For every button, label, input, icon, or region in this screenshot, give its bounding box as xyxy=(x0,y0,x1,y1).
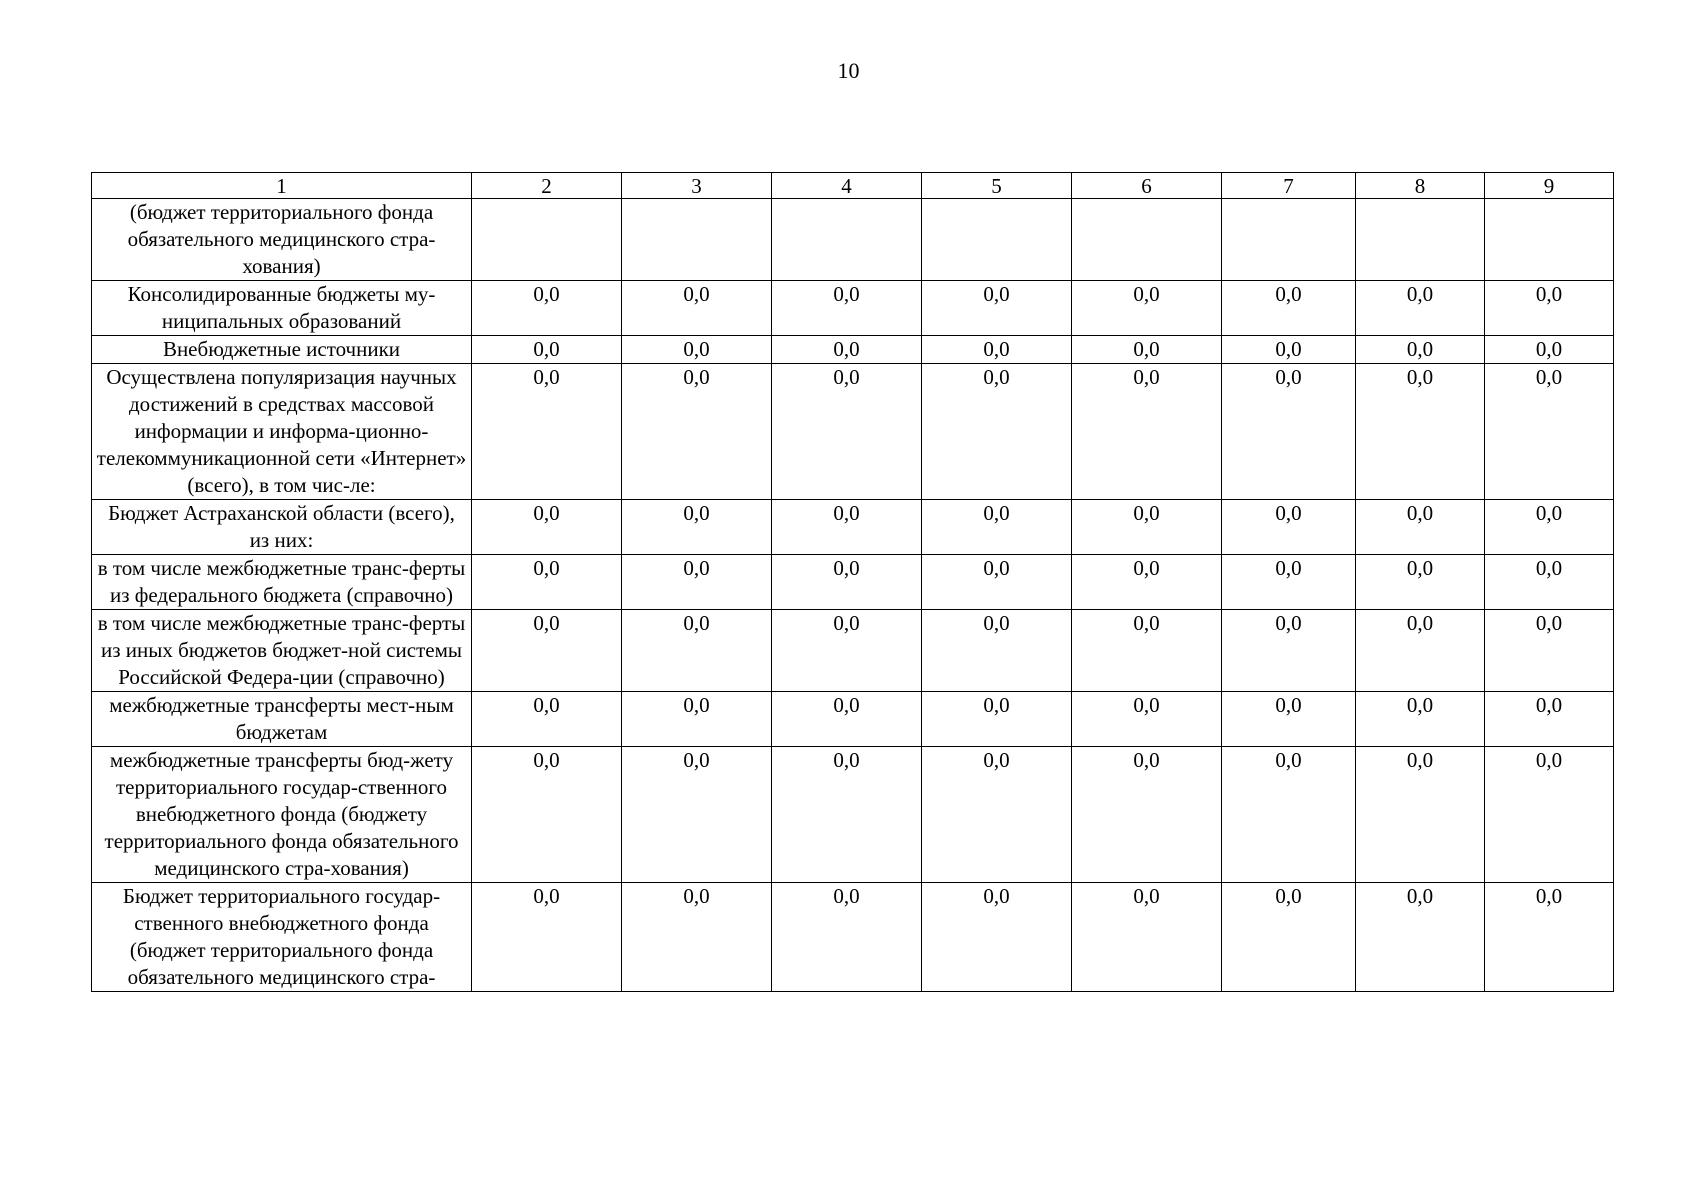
row-label: Внебюджетные источники xyxy=(92,336,472,364)
value-cell: 0,0 xyxy=(1222,883,1356,992)
value-cell: 0,0 xyxy=(922,747,1072,883)
column-header: 9 xyxy=(1485,173,1614,199)
value-cell: 0,0 xyxy=(472,610,622,692)
value-cell: 0,0 xyxy=(1485,610,1614,692)
table-row xyxy=(92,364,1614,500)
value-cell: 0,0 xyxy=(472,883,622,992)
value-cell: 0,0 xyxy=(1356,364,1485,500)
value-cell: 0,0 xyxy=(1356,747,1485,883)
value-cell: 0,0 xyxy=(472,281,622,336)
value-cell: 0,0 xyxy=(1485,883,1614,992)
value-cell: 0,0 xyxy=(622,555,772,610)
value-cell: 0,0 xyxy=(1485,336,1614,364)
value-cell: 0,0 xyxy=(1356,883,1485,992)
value-cell: 0,0 xyxy=(1356,500,1485,555)
row-label: межбюджетные трансферты мест-ным бюджетам xyxy=(92,692,472,747)
column-header: 1 xyxy=(92,173,472,199)
value-cell: 0,0 xyxy=(1485,692,1614,747)
value-cell: 0,0 xyxy=(1222,364,1356,500)
column-header: 8 xyxy=(1356,173,1485,199)
value-cell: 0,0 xyxy=(1485,281,1614,336)
page-number: 10 xyxy=(837,58,860,83)
value-cell: 0,0 xyxy=(772,281,922,336)
value-cell: 0,0 xyxy=(922,336,1072,364)
value-cell: 0,0 xyxy=(922,281,1072,336)
value-cell: 0,0 xyxy=(622,610,772,692)
row-label: Бюджет территориального государ-ственного внебюджетного фонда (бюджет территориального фонда обязательного медицинского стра- xyxy=(92,883,472,992)
table-row xyxy=(92,747,1614,883)
value-cell: 0,0 xyxy=(1222,610,1356,692)
table-row xyxy=(92,555,1614,610)
value-cell: 0,0 xyxy=(772,555,922,610)
value-cell: 0,0 xyxy=(622,364,772,500)
row-label: в том числе межбюджетные транс-ферты из федерального бюджета (справочно) xyxy=(92,555,472,610)
value-cell: 0,0 xyxy=(1222,692,1356,747)
value-cell: 0,0 xyxy=(1222,281,1356,336)
value-cell xyxy=(472,199,622,281)
row-label: (бюджет территориального фонда обязательного медицинского стра-хования) xyxy=(92,199,472,281)
column-header: 3 xyxy=(622,173,772,199)
row-label: Консолидированные бюджеты му-ниципальных образований xyxy=(92,281,472,336)
row-label: Осуществлена популяризация научных достижений в средствах массовой информации и информа-ционно-телекоммуникационной сети «Интернет» (всего), в том чис-ле: xyxy=(92,364,472,500)
value-cell: 0,0 xyxy=(622,692,772,747)
value-cell: 0,0 xyxy=(1072,364,1222,500)
value-cell: 0,0 xyxy=(922,610,1072,692)
value-cell: 0,0 xyxy=(1485,500,1614,555)
value-cell: 0,0 xyxy=(1485,747,1614,883)
table-row xyxy=(92,281,1614,336)
value-cell: 0,0 xyxy=(622,281,772,336)
value-cell xyxy=(622,199,772,281)
column-header: 2 xyxy=(472,173,622,199)
table-row xyxy=(92,610,1614,692)
value-cell: 0,0 xyxy=(1356,336,1485,364)
value-cell: 0,0 xyxy=(622,500,772,555)
value-cell: 0,0 xyxy=(622,336,772,364)
table-row xyxy=(92,500,1614,555)
row-label: в том числе межбюджетные транс-ферты из иных бюджетов бюджет-ной системы Российской Федера-ции (справочно) xyxy=(92,610,472,692)
value-cell: 0,0 xyxy=(922,692,1072,747)
value-cell: 0,0 xyxy=(772,610,922,692)
value-cell xyxy=(1356,199,1485,281)
value-cell: 0,0 xyxy=(622,883,772,992)
value-cell: 0,0 xyxy=(772,883,922,992)
value-cell: 0,0 xyxy=(922,555,1072,610)
value-cell: 0,0 xyxy=(922,883,1072,992)
value-cell: 0,0 xyxy=(1356,610,1485,692)
table-row xyxy=(92,883,1614,992)
value-cell: 0,0 xyxy=(472,555,622,610)
value-cell xyxy=(922,199,1072,281)
value-cell: 0,0 xyxy=(1072,747,1222,883)
column-header: 4 xyxy=(772,173,922,199)
value-cell: 0,0 xyxy=(1072,281,1222,336)
value-cell: 0,0 xyxy=(1356,692,1485,747)
column-header: 6 xyxy=(1072,173,1222,199)
value-cell: 0,0 xyxy=(1222,336,1356,364)
value-cell xyxy=(1222,199,1356,281)
table-header-row xyxy=(92,173,1614,199)
value-cell: 0,0 xyxy=(1072,692,1222,747)
row-label: межбюджетные трансферты бюд-жету территориального государ-ственного внебюджетного фонда (бюджету территориального фонда обязательного медицинского стра-хования) xyxy=(92,747,472,883)
value-cell: 0,0 xyxy=(1485,364,1614,500)
value-cell: 0,0 xyxy=(472,364,622,500)
value-cell: 0,0 xyxy=(772,500,922,555)
value-cell: 0,0 xyxy=(1356,555,1485,610)
value-cell xyxy=(772,199,922,281)
value-cell: 0,0 xyxy=(1356,281,1485,336)
value-cell: 0,0 xyxy=(1072,500,1222,555)
value-cell: 0,0 xyxy=(1072,610,1222,692)
column-header: 5 xyxy=(922,173,1072,199)
table-row xyxy=(92,692,1614,747)
value-cell: 0,0 xyxy=(472,692,622,747)
value-cell: 0,0 xyxy=(772,336,922,364)
value-cell: 0,0 xyxy=(772,364,922,500)
column-header: 7 xyxy=(1222,173,1356,199)
table-row xyxy=(92,199,1614,281)
value-cell: 0,0 xyxy=(1222,747,1356,883)
table-body xyxy=(92,173,1614,992)
table-row xyxy=(92,336,1614,364)
value-cell xyxy=(1485,199,1614,281)
value-cell: 0,0 xyxy=(1222,500,1356,555)
value-cell: 0,0 xyxy=(622,747,772,883)
value-cell: 0,0 xyxy=(472,500,622,555)
value-cell: 0,0 xyxy=(772,747,922,883)
value-cell: 0,0 xyxy=(922,500,1072,555)
value-cell: 0,0 xyxy=(472,336,622,364)
value-cell: 0,0 xyxy=(472,747,622,883)
value-cell: 0,0 xyxy=(922,364,1072,500)
value-cell: 0,0 xyxy=(1072,336,1222,364)
value-cell: 0,0 xyxy=(1072,883,1222,992)
budget-table xyxy=(91,172,1614,992)
value-cell: 0,0 xyxy=(1485,555,1614,610)
value-cell xyxy=(1072,199,1222,281)
value-cell: 0,0 xyxy=(1222,555,1356,610)
value-cell: 0,0 xyxy=(1072,555,1222,610)
row-label: Бюджет Астраханской области (всего), из них: xyxy=(92,500,472,555)
value-cell: 0,0 xyxy=(772,692,922,747)
